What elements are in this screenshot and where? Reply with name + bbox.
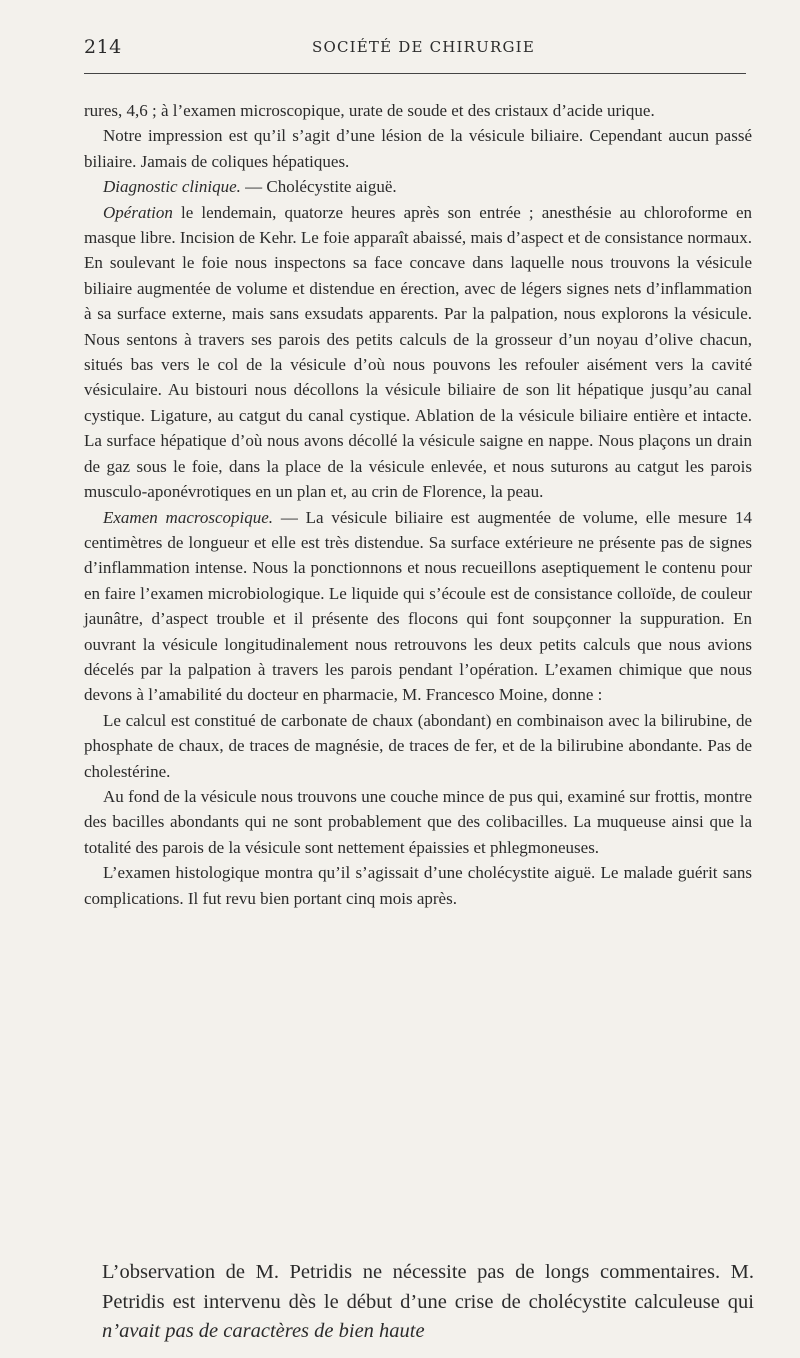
paragraph-impression: Notre impression est qu’il s’agit d’une lésion de la vésicule biliaire. Cependant aucun passé biliaire. Jamais de coliques hépatiques.	[84, 126, 752, 171]
diagnostic-text: — Cholécystite aiguë.	[240, 177, 397, 197]
header-rule	[84, 73, 746, 74]
diagnostic-label: Diagnostic clinique.	[103, 177, 241, 197]
paragraph-pus: Au fond de la vésicule nous trouvons une couche mince de pus qui, examiné sur frottis, montre des bacilles abondants qui ne sont probablement que des colibacilles. La muqueuse ainsi que la totalité des parois de la vésicule sont nettement épaissies et phlegmoneuses.	[84, 786, 752, 857]
commentary-main: L’observation de M. Petridis ne nécessite pas de longs commentaires. M. Petridis est intervenu dès le début d’une crise de cholécystite calculeuse qui	[102, 1261, 754, 1313]
examen-label: Examen macroscopique.	[103, 507, 274, 527]
paragraph-histologique: L’examen histologique montra qu’il s’agissait d’une cholécystite aiguë. Le malade guérit sans complications. Il fut revu bien portant cinq mois après.	[84, 863, 752, 908]
paragraph-continuation: rures, 4,6 ; à l’examen microscopique, urate de soude et des cristaux d’acide urique.	[84, 101, 655, 120]
operation-text: le lendemain, quatorze heures après son entrée ; anesthésie au chloroforme en masque libre. Incision de Kehr. Le foie apparaît abaissé, mais d’aspect et de consistance normaux. En soulevant le foie nous inspectons sa face concave dans laquelle nous trouvons la vésicule biliaire augmentée de volume et distendue en érection, avec de légers signes nets d’inflammation à sa surface externe, mais sans exsudats apparents. Par la palpation, nous explorons la vésicule. Nous sentons à travers ses parois des petits calculs de la grosseur d’un noyau d’olive chacun, situés bas vers le col de la vésicule d’où nous pouvons les refouler aisément vers la cavité vésiculaire. Au bistouri nous décollons la vésicule biliaire de son lit hépatique jusqu’au canal cystique. Ligature, au catgut du canal cystique. Ablation de la vésicule biliaire entière et intacte. La surface hépatique d’où nous avons décollé la vésicule saigne en nappe. Nous plaçons un drain de gaz sous le foie, dans la place de la vésicule enlevée, et nous suturons au catgut les parois musculo-aponévrotiques en un plan et, au crin de Florence, la peau.	[84, 202, 752, 502]
paragraph-diagnostic	[84, 174, 752, 199]
examen-text: — La vésicule biliaire est augmentée de volume, elle mesure 14 centimètres de longueur et elle est très distendue. Sa surface extérieure ne présente pas de signes d’inflammation intense. Nous la ponctionnons et nous recueillons aseptiquement le contenu pour en faire l’examen microbiologique. Le liquide qui s’écoule est de consistance colloïde, de couleur jaunâtre, d’aspect trouble et il présente des flocons qui font soupçonner la suppuration. En ouvrant la vésicule longitudinalement nous retrouvons les deux petits calculs que nous avions décelés par la palpation à travers les parois pendant l’opération. L’examen chimique que nous devons à l’amabilité du docteur en pharmacie, M. Francesco Moine, donne :	[84, 507, 752, 705]
commentary-text	[102, 1258, 754, 1347]
running-title: SOCIÉTÉ DE CHIRURGIE	[312, 38, 535, 56]
paragraph-commentary	[102, 1258, 754, 1347]
paragraph-examen	[84, 505, 752, 708]
observation-text	[84, 98, 752, 911]
paragraph-operation	[84, 200, 752, 505]
paragraph-calcul: Le calcul est constitué de carbonate de chaux (abondant) en combinaison avec la bilirubine, de phosphate de chaux, de traces de magnésie, de traces de fer, et de la bilirubine abondante. Pas de cholestérine.	[84, 710, 752, 781]
page-number: 214	[84, 36, 122, 58]
page-header	[84, 36, 752, 64]
commentary-italic: n’avait pas de caractères de bien haute	[102, 1320, 425, 1342]
operation-label: Opération	[103, 202, 173, 222]
page	[84, 36, 754, 1342]
